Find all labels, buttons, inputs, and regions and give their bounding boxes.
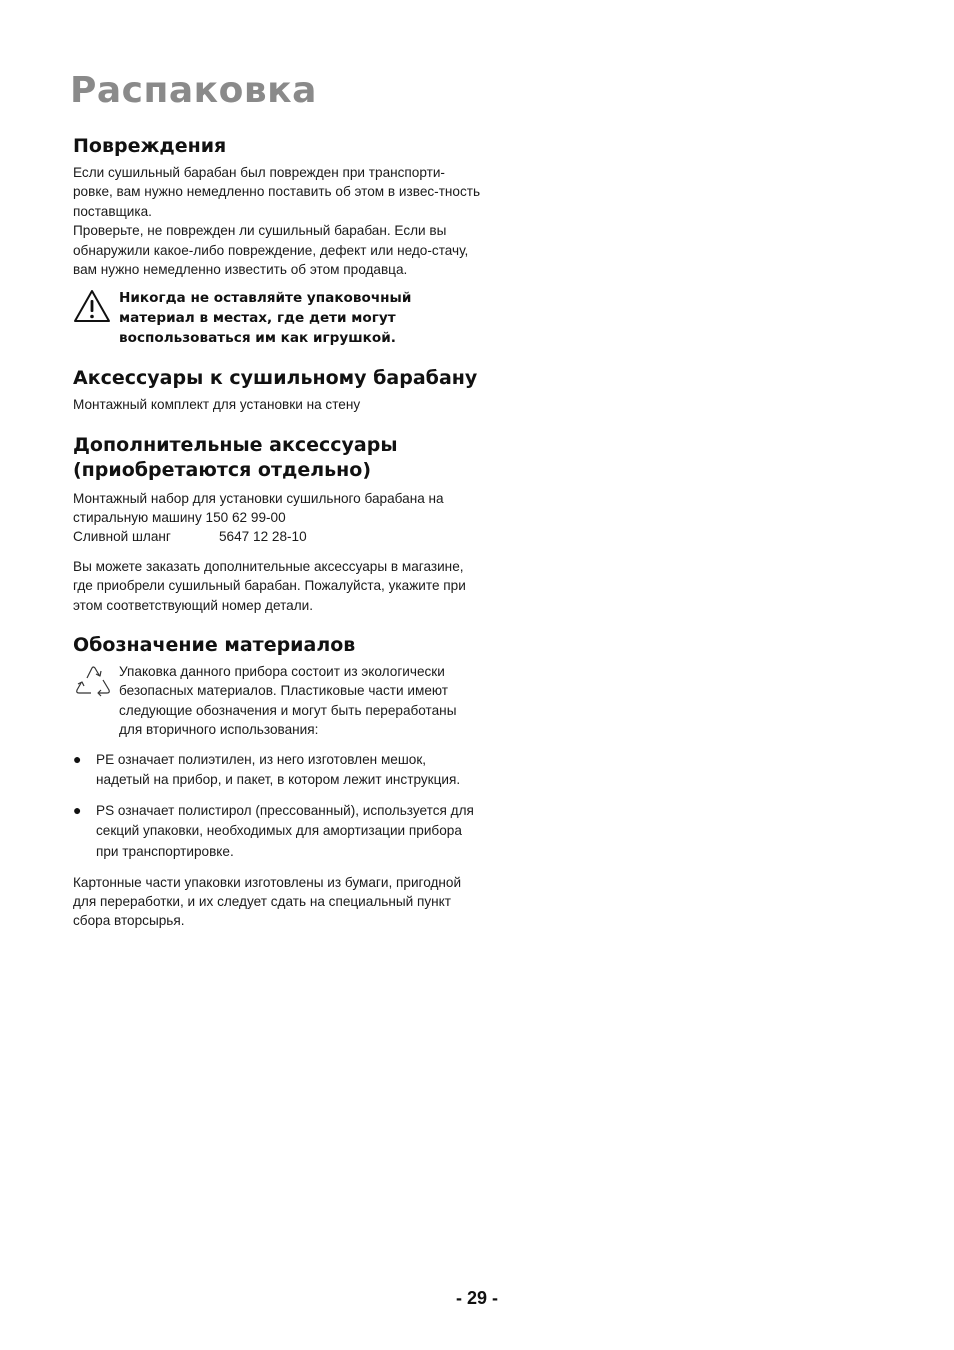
extra-accessories-note: Вы можете заказать дополнительные аксессуары в магазине, где приобрели сушильный барабан. Пожалуйста, укажите при этом соответствующий номер детали. <box>73 558 466 613</box>
section-damage <box>73 134 483 279</box>
page-title: Распаковка <box>70 70 317 111</box>
damage-paragraph-2: Проверьте, не поврежден ли сушильный барабан. Если вы обнаружили какое-либо повреждение, дефект или недо-стачу, вам нужно немедленно известить об этом продавца. <box>73 223 469 278</box>
bullet-icon: ● <box>73 750 82 767</box>
spare-item-2 <box>73 527 307 546</box>
spare-item-1-number: 150 62 99-00 <box>205 510 286 526</box>
extra-accessories-heading: Дополнительные аксессуары (приобретаются отдельно) <box>73 433 398 481</box>
warning-block <box>73 289 483 348</box>
recycle-block <box>73 662 483 740</box>
section-materials <box>73 633 483 931</box>
accessories-heading: Аксессуары к сушильному барабану <box>73 367 478 390</box>
warning-text: Никогда не оставляйте упаковочный материал в местах, где дети могут воспользоваться им как игрушкой. <box>119 290 412 346</box>
section-accessories <box>73 366 483 414</box>
warning-triangle-icon <box>73 289 119 348</box>
spare-item-1-text: Монтажный набор для установки сушильного барабана на стиральную машину <box>73 490 444 526</box>
list-item <box>73 750 483 791</box>
spare-item-2-number: 5647 12 28-10 <box>219 529 307 545</box>
recycle-icon <box>73 662 119 740</box>
materials-list <box>73 750 483 863</box>
content-column <box>73 134 483 931</box>
page-number: - 29 - <box>455 1288 498 1308</box>
list-item-text: PE означает полиэтилен, из него изготовлен мешок, надетый на прибор, и пакет, в котором лежит инструкция. <box>96 751 461 788</box>
damage-heading: Повреждения <box>73 135 227 157</box>
materials-intro: Упаковка данного прибора состоит из экологически безопасных материалов. Пластиковые части имеют следующие обозначения и могут быть переработаны для вторичного использования: <box>119 664 457 738</box>
spare-item-2-label: Сливной шланг <box>73 529 171 545</box>
bullet-icon: ● <box>73 801 82 818</box>
cardboard-text: Картонные части упаковки изготовлены из бумаги, пригодной для переработки, и их следует сдать на специальный пункт сбора вторсырья. <box>73 874 462 929</box>
accessories-text: Монтажный комплект для установки на стену <box>73 397 361 413</box>
spare-item-1 <box>73 489 483 528</box>
list-item-text: PS означает полистирол (прессованный), используется для секций упаковки, необходимых для амортизации прибора при транспортировке. <box>96 802 474 860</box>
list-item <box>73 801 483 863</box>
materials-heading: Обозначение материалов <box>73 634 356 657</box>
section-extra-accessories <box>73 433 483 615</box>
damage-paragraph-1: Если сушильный барабан был поврежден при транспорти-ровке, вам нужно немедленно поставить об этом в извес-тность поставщика. <box>73 165 481 219</box>
